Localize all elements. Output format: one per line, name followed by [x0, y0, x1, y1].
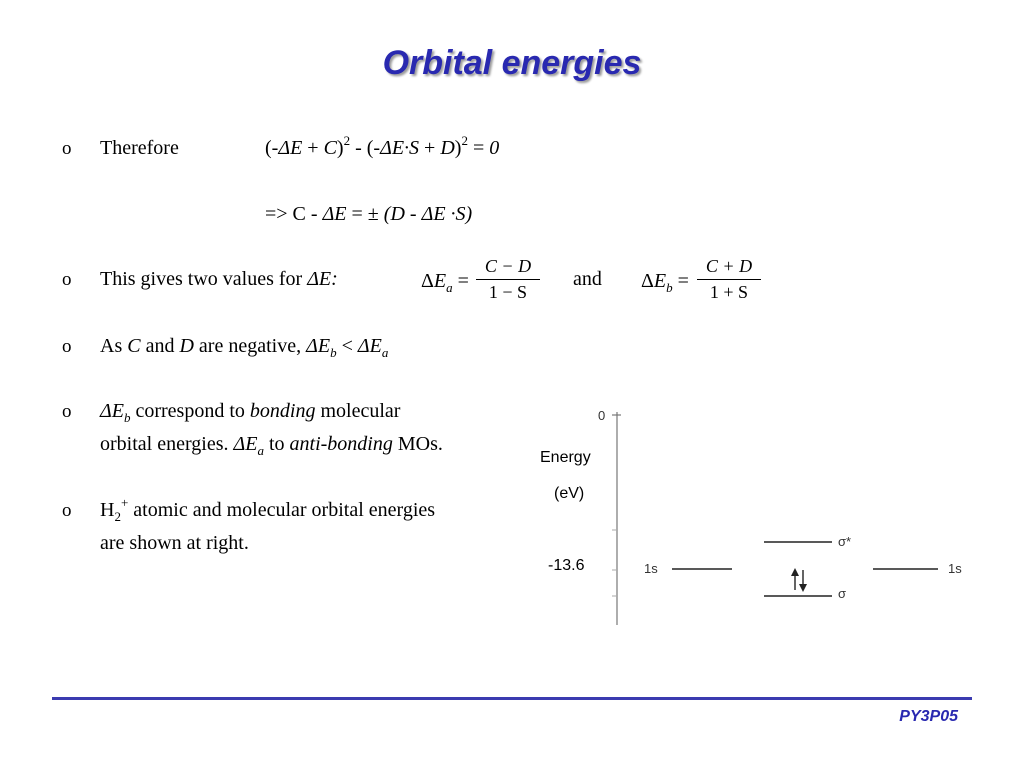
bullet-marker: o	[62, 500, 72, 521]
h2-line-1: $H_2^+$ atomic and molecular orbital energies	[100, 495, 436, 524]
footer-course-code: PY3P05	[899, 708, 958, 725]
sigma-star-label: σ*	[838, 534, 852, 549]
negative-statement: As C and D are negative, $\Delta E_b < \Delta E_a$	[100, 335, 389, 360]
c-symbol: C	[127, 335, 141, 357]
bullet-marker: o	[62, 336, 72, 357]
text: As	[100, 335, 128, 357]
sigma-label: σ	[838, 586, 847, 601]
and-label: and	[573, 268, 602, 290]
right-1s-label: 1s	[948, 561, 962, 576]
level-value-label: -13.6	[548, 557, 585, 574]
h2-line-2: are shown at right.	[100, 532, 249, 554]
fraction-bar	[476, 279, 540, 280]
fraction-bar	[697, 279, 761, 280]
eq-a-fraction	[476, 256, 540, 303]
eq-b-denominator: 1 + S	[709, 282, 749, 302]
bonding-line-2: orbital energies. $\Delta E_a$ to anti-bonding MOs.	[100, 433, 443, 458]
bullet-marker: o	[62, 138, 72, 159]
electron-arrows-icon	[791, 568, 807, 592]
bonding-line-1: $\Delta E_b$ correspond to bonding molecular	[100, 400, 401, 425]
anti-bonding-word: anti-bonding	[289, 433, 393, 455]
eq-a-denominator: 1 − S	[488, 282, 528, 302]
eq-b-numerator: C + D	[705, 256, 753, 276]
text: and	[140, 335, 180, 357]
diagram-svg	[590, 400, 990, 635]
equation-quadratic: $(-\Delta E + C)^2 - (-\Delta E\cdot S + D)^2 = 0$	[265, 133, 500, 159]
two-values-text	[100, 268, 338, 291]
axis-label-unit: (eV)	[554, 485, 585, 502]
delta-e-label: ΔE:	[307, 268, 338, 290]
bullet-marker: o	[62, 269, 72, 290]
text: to	[263, 433, 290, 455]
bullet-marker: o	[62, 401, 72, 422]
text: atomic and molecular orbital energies	[128, 499, 436, 521]
eq-a-lhs: $\Delta E_a$ =	[421, 270, 469, 295]
text: orbital energies.	[100, 433, 234, 455]
bonding-word: bonding	[249, 400, 316, 422]
eq-b-lhs: $\Delta E_b$ =	[641, 270, 689, 295]
text: MOs.	[392, 433, 443, 455]
therefore-label: Therefore	[100, 137, 179, 159]
page-title: Orbital energies	[382, 44, 642, 82]
eq-b-fraction	[697, 256, 761, 303]
left-1s-label: 1s	[644, 561, 658, 576]
d-symbol: D	[179, 335, 194, 357]
footer-divider	[52, 697, 972, 700]
text: are negative,	[193, 335, 307, 357]
equation-solution: => C - ΔE = ± (D - ΔE ·S)	[265, 203, 473, 225]
axis-zero-label: 0	[598, 408, 606, 423]
eq-a-numerator: C − D	[484, 256, 532, 276]
text: molecular	[315, 400, 401, 422]
text: correspond to	[130, 400, 250, 422]
two-values-label: This gives two values for	[100, 268, 308, 290]
axis-label-energy: Energy	[540, 449, 591, 466]
